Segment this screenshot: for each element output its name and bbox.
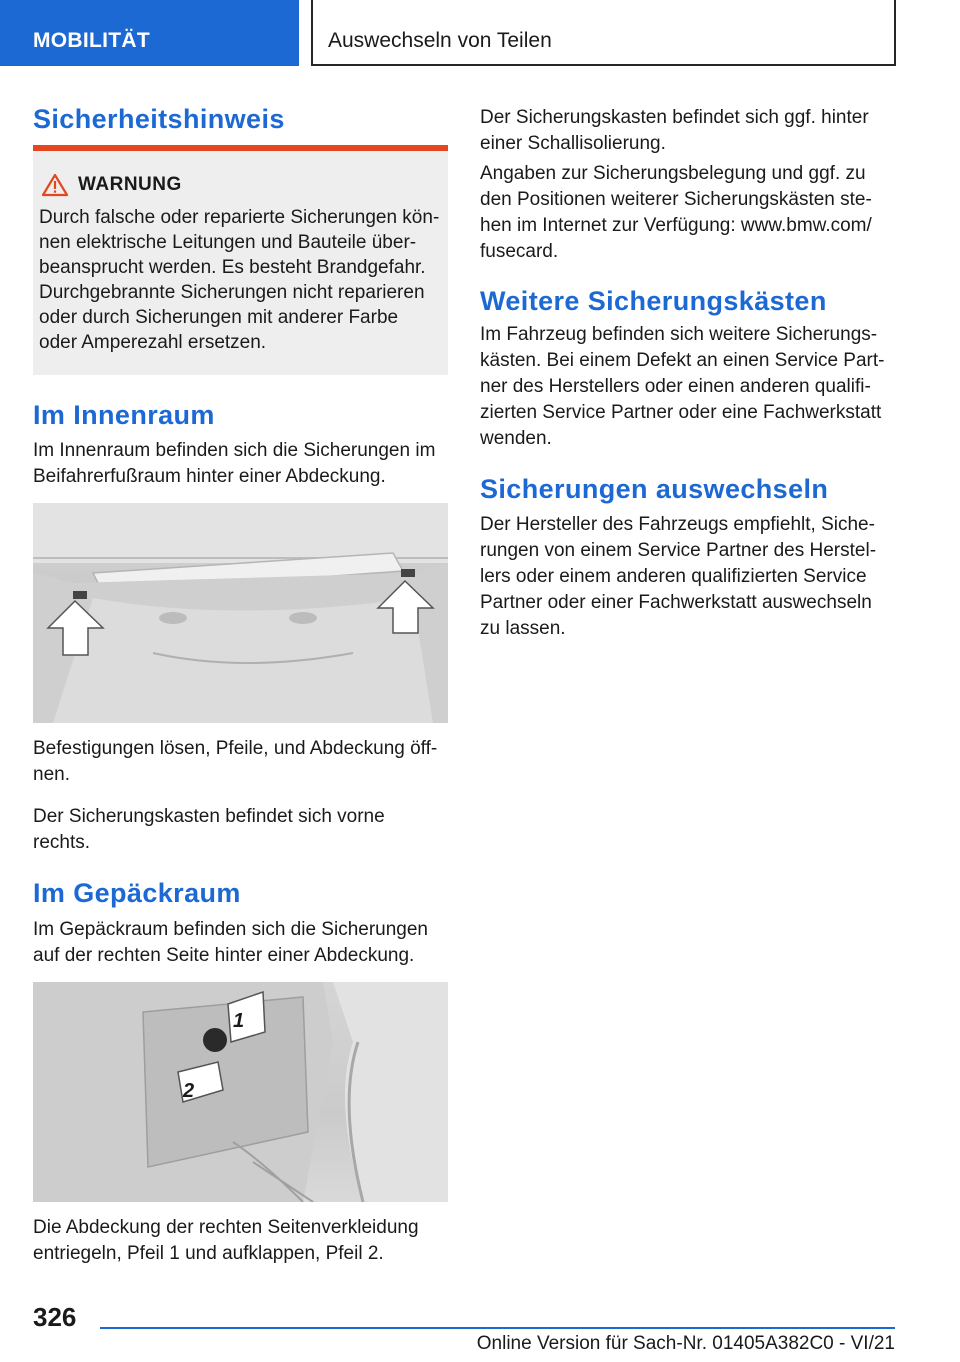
text-line: nen. [33,764,70,785]
heading-interior: Im Innenraum [33,400,215,430]
section-tab [0,0,299,66]
heading-safety: Sicherheitshinweis [33,104,285,134]
text-line: entriegeln, Pfeil 1 und aufklappen, Pfeil 2. [33,1243,384,1264]
page-number: 326 [33,1302,77,1332]
text-line: rechts. [33,832,91,853]
text-line: einer Schallisolierung. [480,133,666,154]
page-header [0,0,960,66]
warning-line: Durch falsche oder reparierte Sicherungen kön- [39,207,440,228]
text-line: hen im Internet zur Verfügung: www.bmw.com/ [480,215,872,236]
text-line: Im Fahrzeug befinden sich weitere Sicherungs- [480,324,878,345]
trunk-illustration [33,982,448,1202]
luggage-fusebox-photo [33,982,448,1202]
text-line: Angaben zur Sicherungsbelegung und ggf. zu [480,163,866,184]
photo2-caption [33,1215,453,1267]
arrow-2-label: 2 [183,1080,195,1102]
heading-replace-fuses: Sicherungen auswechseln [480,474,829,504]
photo1-caption-b [33,804,453,856]
text-line: Partner oder einer Fachwerkstatt auswechseln [480,592,872,613]
text-line: lers oder einem anderen qualifizierten Service [480,566,867,587]
section-title: MOBILITÄT [33,29,151,52]
warning-line: beansprucht werden. Es besteht Brandgefahr. [39,257,426,278]
text-line: Im Innenraum befinden sich die Sicherungen im [33,440,436,461]
text-line: zierten Service Partner oder eine Fachwerkstatt [480,402,882,423]
chapter-title: Auswechseln von Teilen [328,29,552,52]
replace-fuses-text [480,512,900,642]
arrow-1-label: 1 [233,1010,245,1032]
text-line: Beifahrerfußraum hinter einer Abdeckung. [33,466,386,487]
right-para-2 [480,161,900,265]
right-para-1 [480,105,900,157]
text-line: Der Sicherungskasten befindet sich vorne [33,806,385,827]
text-line: rungen von einem Service Partner des Herstel- [480,540,877,561]
text-line: Die Abdeckung der rechten Seitenverkleidung [33,1217,419,1238]
interior-fusebox-photo [33,503,448,723]
warning-text [39,205,454,355]
warning-line: nen elektrische Leitungen und Bauteile über- [39,232,417,253]
chapter-tab [311,0,896,66]
footer-divider [100,1327,895,1329]
warning-line: oder Amperezahl ersetzen. [39,332,267,353]
warning-box [33,151,448,375]
text-line: den Positionen weiterer Sicherungskästen ste- [480,189,872,210]
heading-luggage: Im Gepäckraum [33,878,241,908]
footwell-illustration [33,503,448,723]
warning-line: oder durch Sicherungen mit anderer Farbe [39,307,399,328]
text-line: kästen. Bei einem Defekt an einen Service Part- [480,350,885,371]
interior-text [33,438,453,490]
text-line: fusecard. [480,241,559,262]
warning-line: Durchgebrannte Sicherungen nicht reparieren [39,282,425,303]
text-line: auf der rechten Seite hinter einer Abdeckung. [33,945,415,966]
luggage-text [33,917,453,969]
text-line: wenden. [480,428,552,449]
warning-label: WARNUNG [78,174,182,195]
more-fuseboxes-text [480,322,900,452]
text-line: ner des Herstellers oder einen anderen qualifi- [480,376,871,397]
text-line: Im Gepäckraum befinden sich die Sicherungen [33,919,429,940]
text-line: zu lassen. [480,618,566,639]
text-line: Der Hersteller des Fahrzeugs empfiehlt, Siche- [480,514,875,535]
heading-more-fuseboxes: Weitere Sicherungskästen [480,286,827,316]
text-line: Der Sicherungskasten befindet sich ggf. hinter [480,107,869,128]
online-version-note: Online Version für Sach-Nr. 01405A382C0 - VI/21 [476,1333,895,1354]
photo1-caption-a [33,736,453,788]
warning-triangle-icon [41,173,69,197]
text-line: Befestigungen lösen, Pfeile, und Abdeckung öff- [33,738,438,759]
